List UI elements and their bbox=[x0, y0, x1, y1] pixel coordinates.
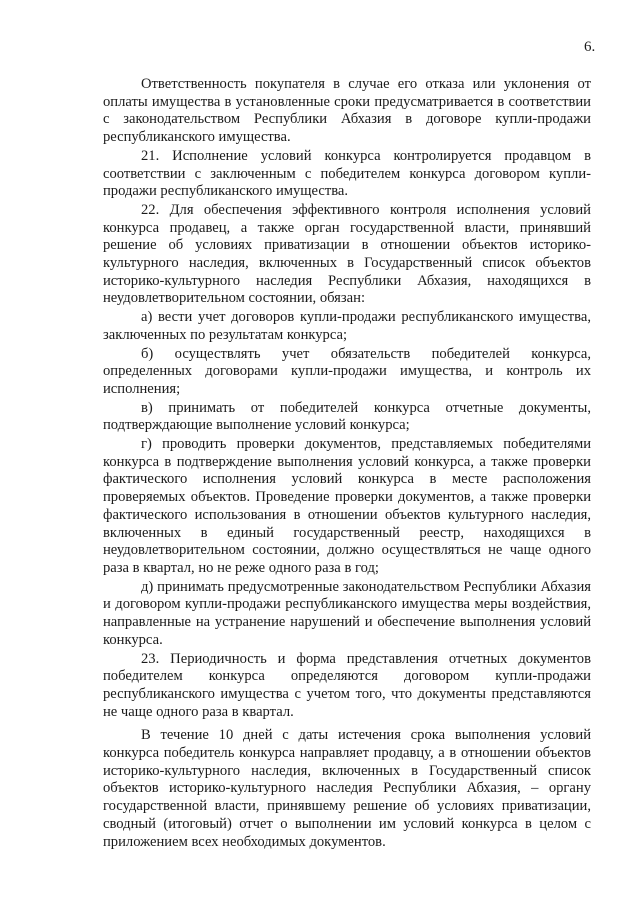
paragraph-22-d: д) принимать предусмотренные законодательством Республики Абхазия и договором купли-продажи республиканского имущества меры воздействия, направленные на устранение нарушений и обеспечение выполнения условий конкурса. bbox=[103, 578, 591, 648]
document-body bbox=[103, 76, 591, 851]
paragraph-report-deadline: В течение 10 дней с даты истечения срока выполнения условий конкурса победитель конкурса направляет продавцу, а в отношении объектов историко-культурного наследия, включенных в Государственный список объектов историко-культурного наследия Республики Абхазия, – органу государственной власти, принявшему решение об условиях приватизации, сводный (итоговый) отчет о выполнении им условий конкурса в целом с приложением всех необходимых документов. bbox=[103, 727, 591, 850]
paragraph-22-a: а) вести учет договоров купли-продажи республиканского имущества, заключенных по результатам конкурса; bbox=[103, 309, 591, 343]
paragraph-23: 23. Периодичность и форма представления отчетных документов победителем конкурса определяются договором купли-продажи республиканского имущества с учетом того, что документы представляются не чаще одного раза в квартал. bbox=[103, 650, 591, 720]
paragraph-22: 22. Для обеспечения эффективного контроля исполнения условий конкурса продавец, а также орган государственной власти, принявший решение об условиях приватизации в отношении объектов историко-культурного наследия, включенных в Государственный список объектов историко-культурного наследия Республики Абхазия, находящихся в неудовлетворительном состоянии, обязан: bbox=[103, 201, 591, 307]
paragraph-buyer-responsibility: Ответственность покупателя в случае его отказа или уклонения от оплаты имущества в установленные сроки предусматривается в соответствии с законодательством Республики Абхазия в договоре купли-продажи республиканского имущества. bbox=[103, 76, 591, 146]
paragraph-21: 21. Исполнение условий конкурса контролируется продавцом в соответствии с заключенным с победителем конкурса договором купли-продажи республиканского имущества. bbox=[103, 147, 591, 200]
paragraph-22-g: г) проводить проверки документов, представляемых победителями конкурса в подтверждение выполнения условий конкурса, а также проверки фактического исполнения условий конкурса в месте расположения проверяемых объектов. Проведение проверки документов, а также проверки фактического использования в отношении объектов культурного наследия, включенных в единый государственный реестр, находящихся в неудовлетворительном состоянии, должно осуществляться не чаще одного раза в квартал, но не реже одного раза в год; bbox=[103, 436, 591, 576]
page-number: 6. bbox=[584, 39, 596, 55]
paragraph-22-b: б) осуществлять учет обязательств победителей конкурса, определенных договорами купли-продажи имущества, и контроль их исполнения; bbox=[103, 345, 591, 397]
paragraph-22-v: в) принимать от победителей конкурса отчетные документы, подтверждающие выполнение условий конкурса; bbox=[103, 399, 591, 434]
